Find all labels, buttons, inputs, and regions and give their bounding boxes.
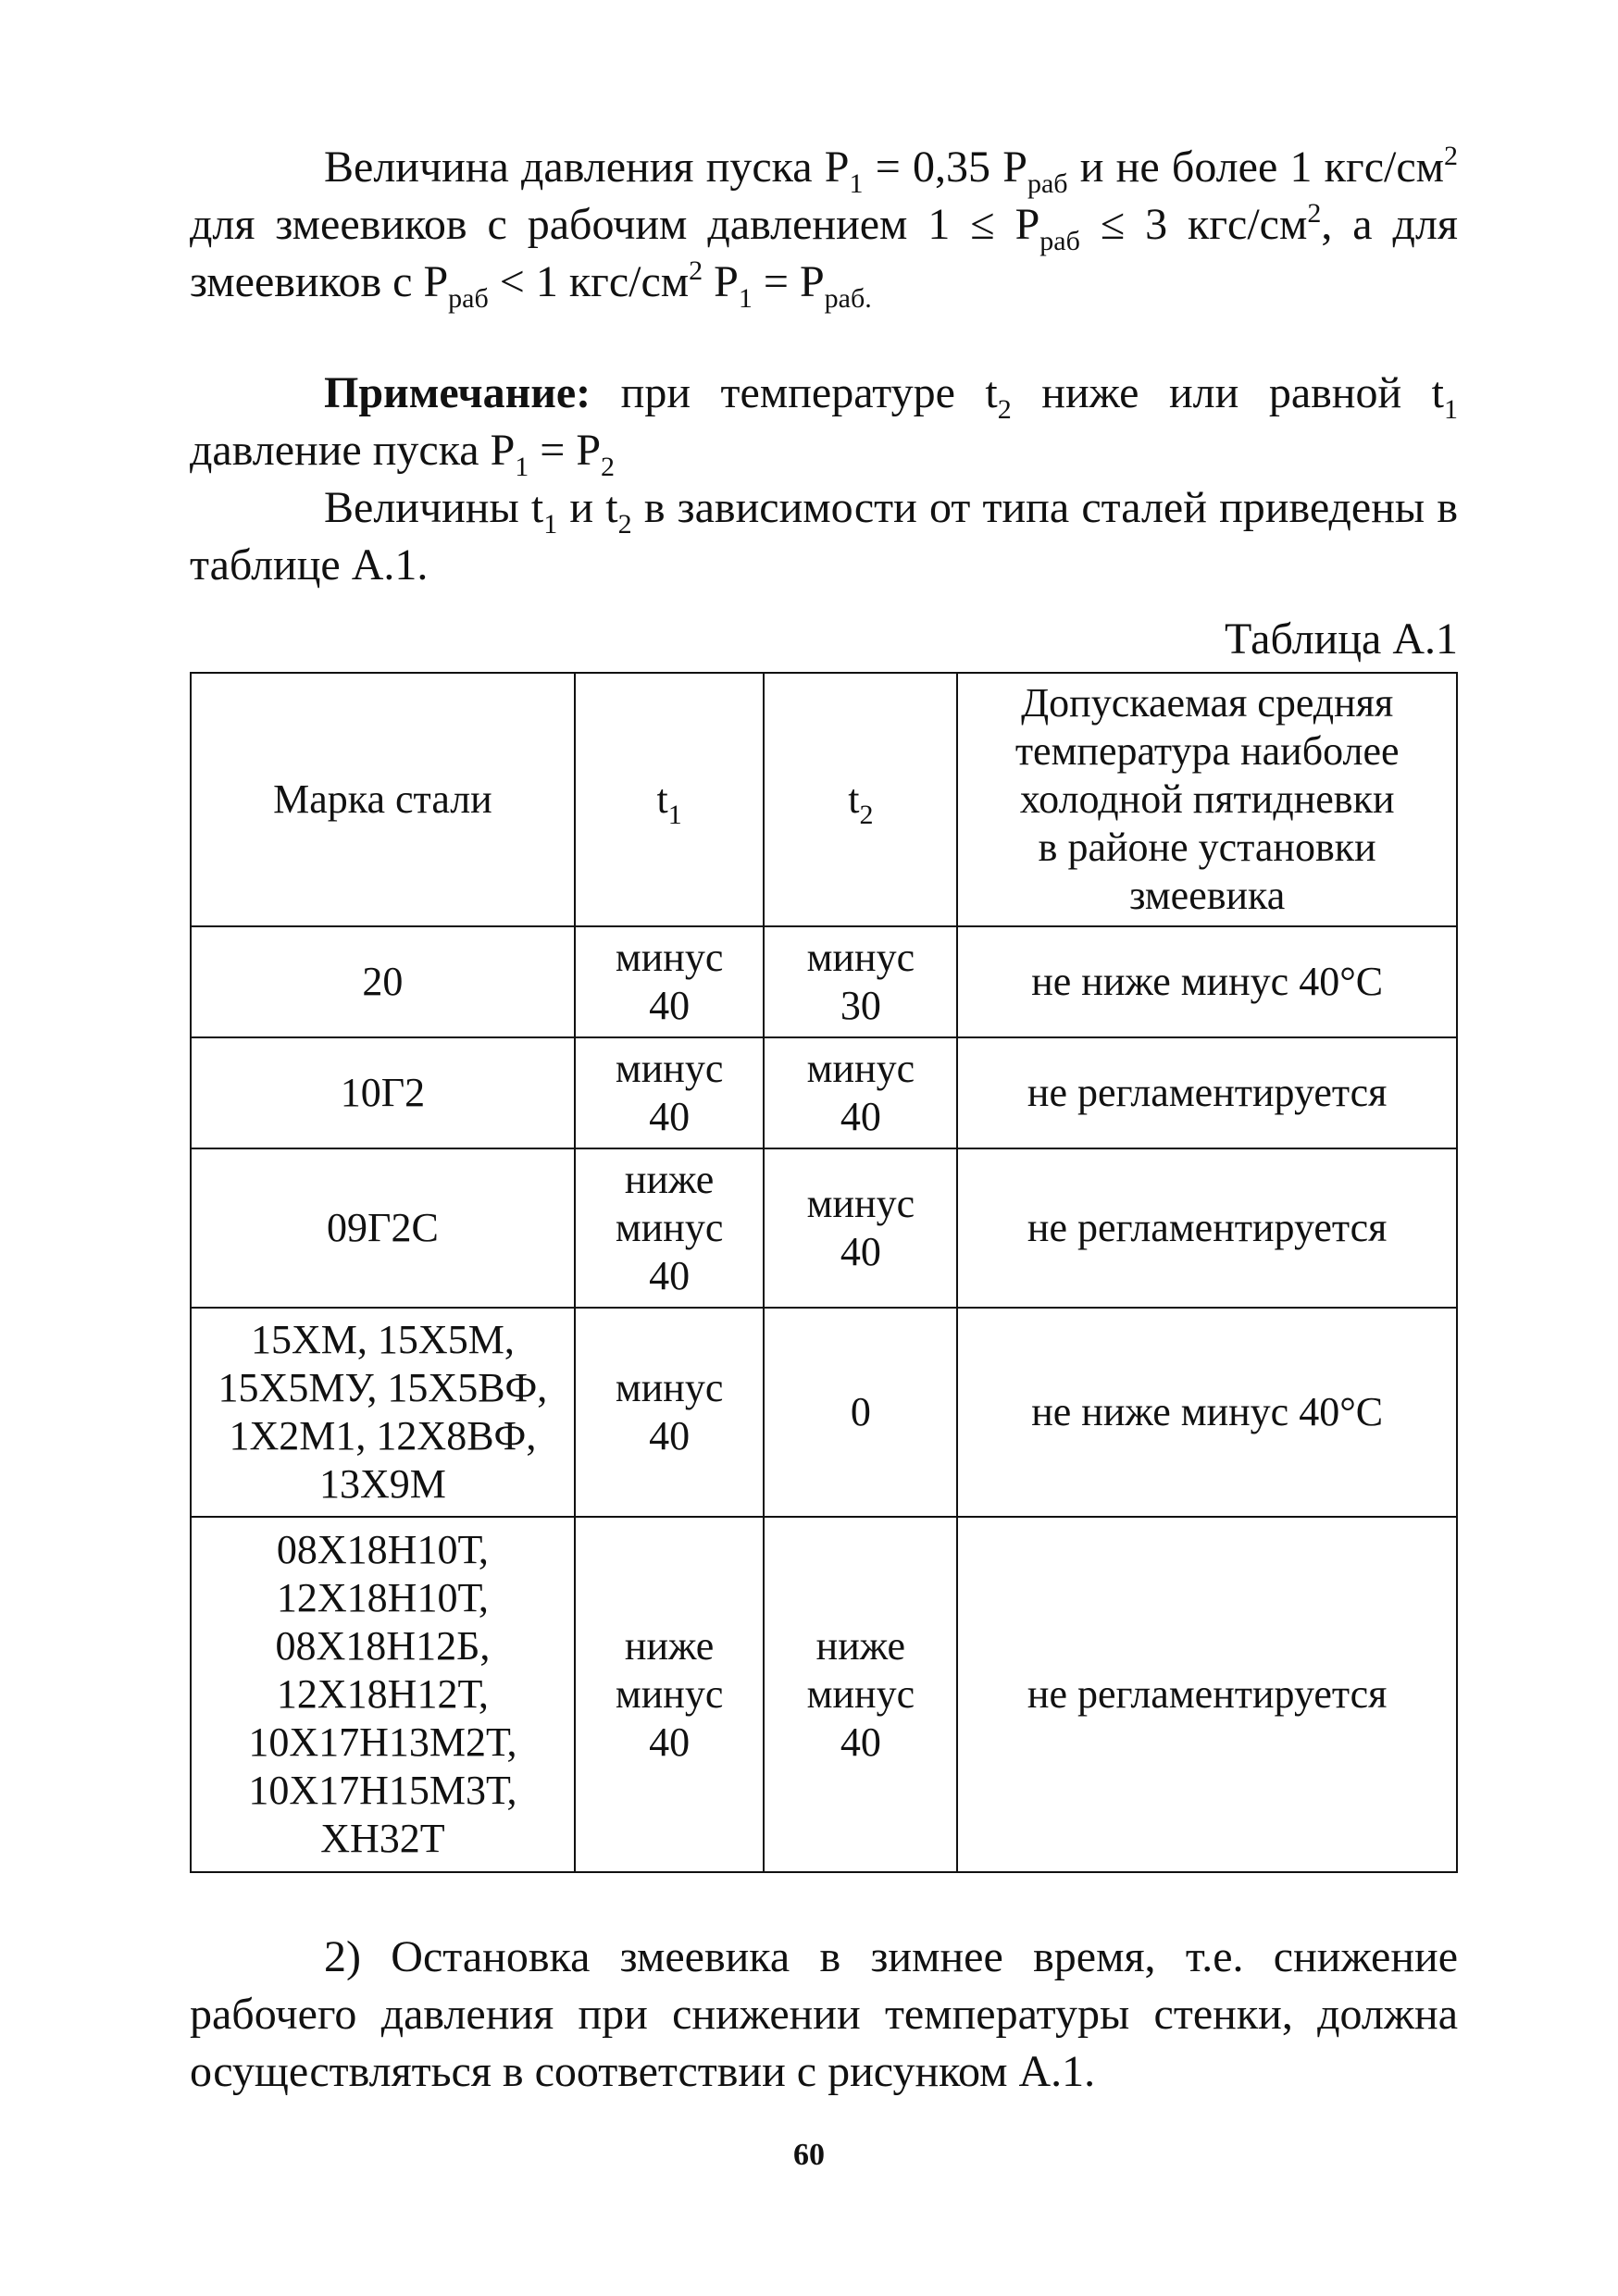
cell-line: минус [615,1671,724,1717]
header-allowed-temperature [957,673,1457,926]
text: t [656,776,668,822]
cell-line: 1Х2М1, 12Х8ВФ, [229,1413,537,1458]
header-line: Допускаемая средняя [1021,680,1394,726]
subscript: 1 [849,168,864,199]
text: давление пуска Р [190,426,516,475]
table-row [191,1148,1457,1308]
cell-line: 40 [840,1719,881,1765]
cell-temperature: не регламентируется [957,1148,1457,1308]
paragraph-start-pressure [190,139,1459,314]
text: ниже или равной t [1011,368,1445,417]
text: t [848,776,860,822]
header-line: в районе установки [1038,825,1376,870]
page-number: 60 [793,2138,825,2172]
text: , а для змеевиков с Р [190,200,1458,306]
cell-line: 10Г2 [340,1070,426,1115]
table-header-row [191,673,1457,926]
cell-t2 [764,1148,957,1308]
cell-steel [191,1308,575,1517]
cell-line: минус [806,935,915,980]
cell-t2 [764,1308,957,1517]
cell-steel [191,1148,575,1308]
cell-temperature: не ниже минус 40°С [957,1308,1457,1517]
text: ≤ 3 кгс/см [1079,200,1308,249]
cell-line: 40 [840,1229,881,1274]
cell-line: 08Х18Н10Т, [276,1527,489,1572]
document-page [190,139,1458,2101]
cell-line: 10Х17Н13М2Т, [248,1719,517,1765]
subscript: раб [1039,226,1080,256]
cell-line: 15ХМ, 15Х5М, [251,1317,515,1362]
subscript: 1 [667,800,682,830]
paragraph-shutdown: 2) Остановка змеевика в зимнее время, т.е. снижение рабочего давления при снижении температуры стенки, должна осуществляться в соответствии с рисунком А.1. [190,1932,1458,2096]
subscript: 2 [617,509,632,540]
subscript: 1 [738,283,753,314]
text: = Р [529,426,602,475]
cell-steel [191,926,575,1037]
cell-line: 10Х17Н15М3Т, [248,1768,517,1813]
cell-line: минус [615,935,724,980]
table-row [191,1037,1457,1148]
paragraph-table-reference [190,479,1458,594]
cell-line: 13Х9М [318,1461,446,1507]
header-line: температура наиболее [1014,728,1400,774]
cell-line: ниже [624,1157,715,1202]
subscript: 1 [543,509,558,540]
text: при температуре t [591,368,998,417]
cell-line: минус [806,1671,915,1717]
subscript: 2 [997,394,1012,425]
text: = 0,35 Р [863,143,1027,192]
cell-line: 40 [649,983,691,1028]
header-t2 [764,673,957,926]
note-label: Примечание: [324,368,591,417]
cell-t1 [575,1308,765,1517]
subscript: раб. [824,283,872,314]
cell-line: 12Х18Н10Т, [276,1575,489,1620]
superscript: 2 [1444,141,1459,171]
cell-line: минус [615,1046,724,1091]
cell-steel [191,1037,575,1148]
superscript: 2 [1307,198,1322,229]
cell-line: 15Х5МУ, 15Х5ВФ, [218,1365,548,1410]
text: в зависимости от типа сталей приведены в таблице А.1. [190,483,1459,590]
header-t1 [575,673,765,926]
cell-line: 12Х18Н12Т, [276,1671,489,1717]
cell-line: 40 [649,1253,691,1298]
cell-t2 [764,1037,957,1148]
cell-line: минус [615,1205,724,1250]
text: и не более 1 кгс/см [1067,143,1445,192]
subscript: 1 [1444,394,1459,425]
cell-line: минус [806,1181,915,1226]
text: < 1 кгс/см [488,257,690,306]
text: Величины t [324,483,544,532]
cell-t2 [764,926,957,1037]
subscript: раб [448,283,489,314]
cell-line: 20 [362,959,404,1004]
header-line: холодной пятидневки [1019,776,1395,822]
cell-line: ниже [815,1623,906,1669]
cell-t1 [575,1148,765,1308]
cell-line: минус [615,1365,724,1410]
cell-t1 [575,1037,765,1148]
subscript: 2 [859,800,874,830]
text: Р [703,257,739,306]
cell-line: 30 [840,983,881,1028]
cell-line: 40 [649,1413,691,1458]
cell-temperature: не ниже минус 40°С [957,926,1457,1037]
cell-steel [191,1517,575,1872]
superscript: 2 [689,255,703,286]
cell-t1 [575,926,765,1037]
header-steel-grade: Марка стали [191,673,575,926]
paragraph-note [190,365,1459,482]
subscript: раб [1027,168,1068,199]
cell-line: 0 [850,1389,871,1434]
cell-line: 40 [840,1094,881,1139]
cell-line: минус [806,1046,915,1091]
text: Величина давления пуска Р [324,143,850,192]
table-caption: Таблица А.1 [1225,614,1458,664]
cell-temperature: не регламентируется [957,1517,1457,1872]
text: = Р [752,257,825,306]
cell-line: 40 [649,1094,691,1139]
cell-line: ХН32Т [320,1816,445,1861]
header-line: змеевика [1129,873,1286,918]
cell-line: ниже [624,1623,715,1669]
cell-temperature: не регламентируется [957,1037,1457,1148]
table-row [191,1517,1457,1872]
cell-line: 09Г2С [327,1205,439,1250]
table-row [191,1308,1457,1517]
cell-t2 [764,1517,957,1872]
table-row [191,926,1457,1037]
cell-line: 40 [649,1719,691,1765]
subscript: 2 [601,452,616,482]
cell-line: 08Х18Н12Б, [275,1623,491,1669]
subscript: 1 [515,452,529,482]
steel-temperature-table [190,672,1458,1873]
text: и t [557,483,618,532]
cell-t1 [575,1517,765,1872]
text: для змеевиков с рабочим давлением 1 ≤ Р [190,200,1040,249]
